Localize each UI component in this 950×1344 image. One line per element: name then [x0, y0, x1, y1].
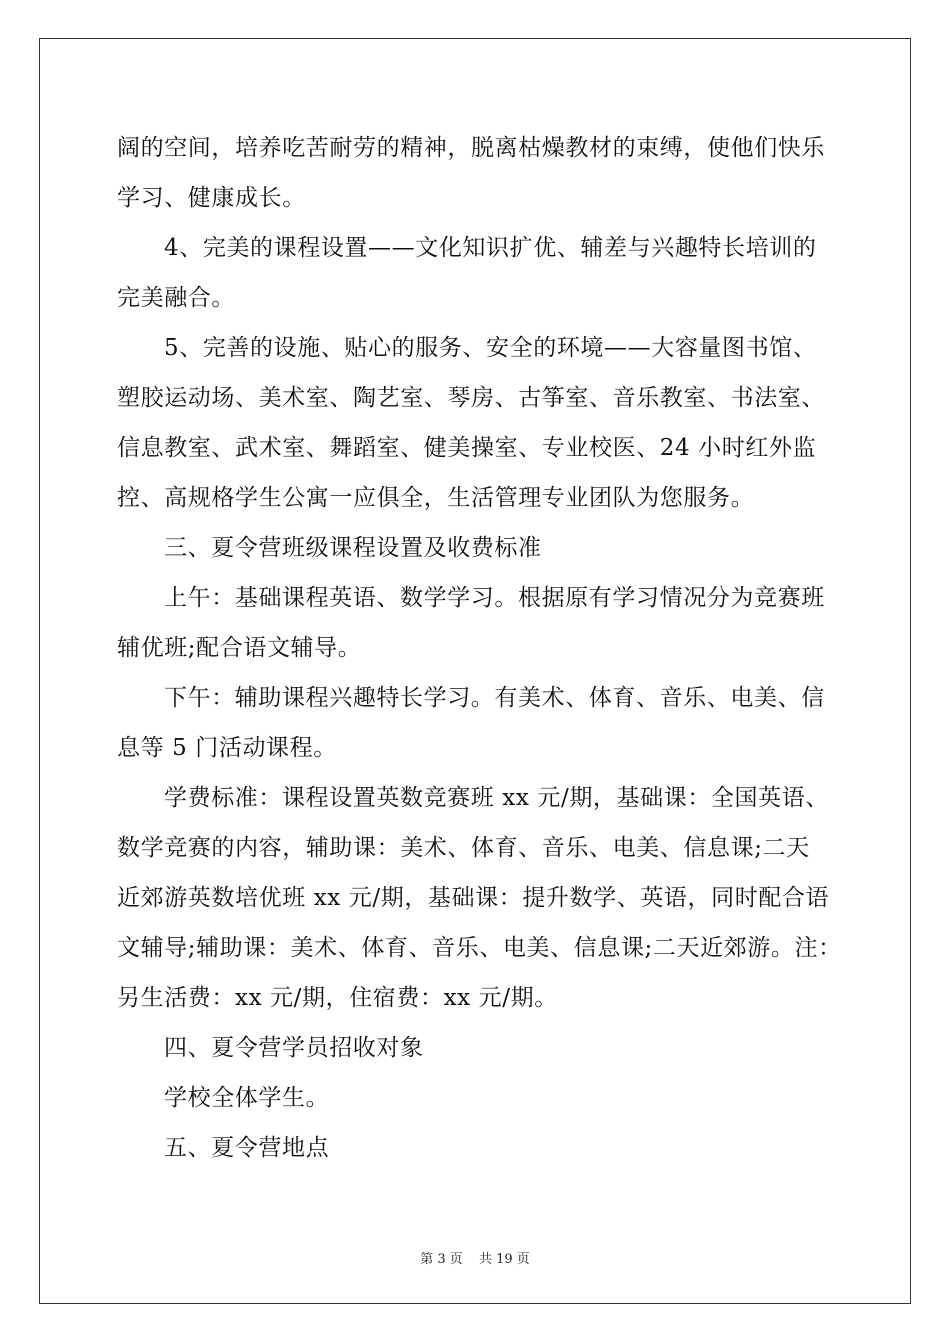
section-heading: 五、夏令营地点 [164, 1135, 330, 1161]
text-line: 信息教室、武术室、舞蹈室、健美操室、专业校医、24 小时红外监 [117, 435, 817, 461]
text-line: 数学竞赛的内容，辅助课：美术、体育、音乐、电美、信息课;二天 [117, 835, 810, 861]
text-line: 塑胶运动场、美术室、陶艺室、琴房、古筝室、音乐教室、书法室、 [117, 385, 825, 411]
text-line: 辅优班;配合语文辅导。 [117, 635, 362, 661]
page-footer [0, 1248, 950, 1267]
page-number: 第 3 页 [420, 1252, 463, 1267]
text-line: 学费标准：课程设置英数竞赛班 xx 元/期，基础课：全国英语、 [164, 785, 829, 811]
text-line: 上午：基础课程英语、数学学习。根据原有学习情况分为竞赛班 [164, 585, 825, 611]
text-line: 学习、健康成长。 [117, 185, 306, 211]
text-line: 学校全体学生。 [164, 1085, 330, 1111]
text-line: 5、完善的设施、贴心的服务、安全的环境——大容量图书馆、 [164, 335, 817, 361]
text-line: 控、高规格学生公寓一应俱全，生活管理专业团队为您服务。 [117, 485, 755, 511]
text-line: 阔的空间，培养吃苦耐劳的精神，脱离枯燥教材的束缚，使他们快乐 [117, 135, 825, 161]
page-border [39, 38, 911, 1304]
text-line: 完美融合。 [117, 285, 235, 311]
section-heading: 三、夏令营班级课程设置及收费标准 [164, 535, 542, 561]
text-line: 4、完美的课程设置——文化知识扩优、辅差与兴趣特长培训的 [164, 235, 817, 261]
text-line: 近郊游英数培优班 xx 元/期，基础课：提升数学、英语，同时配合语 [117, 885, 830, 911]
text-line: 另生活费：xx 元/期，住宿费：xx 元/期。 [117, 985, 558, 1011]
text-line: 息等 5 门活动课程。 [117, 735, 337, 761]
text-line: 文辅导;辅助课：美术、体育、音乐、电美、信息课;二天近郊游。注： [117, 935, 842, 961]
section-heading: 四、夏令营学员招收对象 [164, 1035, 424, 1061]
text-line: 下午：辅助课程兴趣特长学习。有美术、体育、音乐、电美、信 [164, 685, 825, 711]
page-total: 共 19 页 [478, 1252, 530, 1267]
